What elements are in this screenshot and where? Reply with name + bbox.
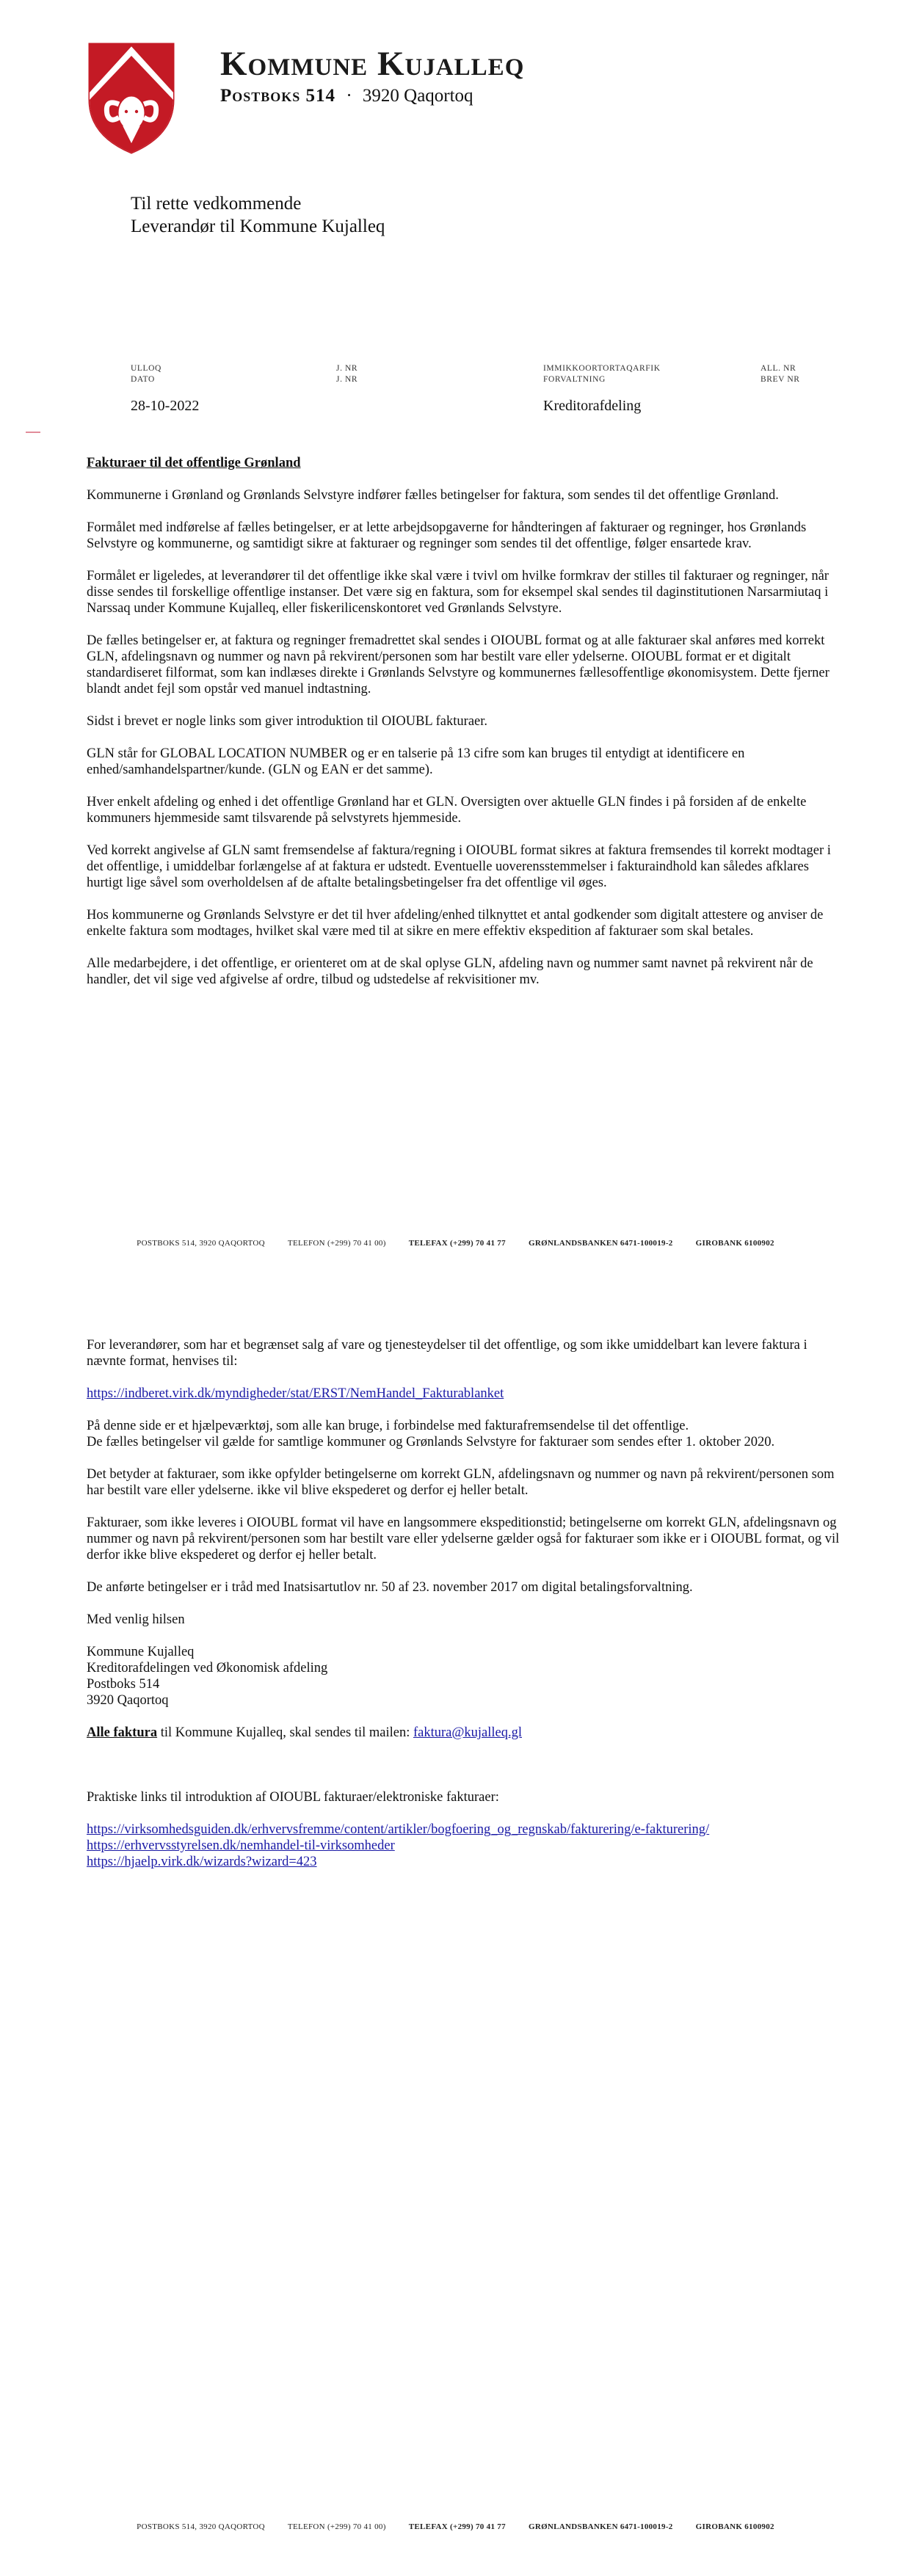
virksomhedsguiden-link[interactable]: https://virksomhedsguiden.dk/erhvervsfremme/content/artikler/bogfoering_og_regnskab/fakturering/e-fakturering/ — [87, 1822, 710, 1837]
department-value: Kreditorafdeling — [543, 398, 642, 414]
paragraph: Sidst i brevet er nogle links som giver introduktion til OIOUBL fakturaer. — [87, 714, 488, 729]
page-1-footer — [0, 1239, 911, 1248]
date-label-kl: ULLOQ — [131, 364, 161, 373]
letter-number-label-da: BREV NR — [761, 375, 800, 384]
footer-giro: GIROBANK 6100902 — [695, 1239, 774, 1248]
paragraph: Hver enkelt afdeling og enhed i det offentlige Grønland har et GLN. Oversigten over aktuelle GLN findes i på forsiden af de enkelte kommuners hjemmeside samt tilsvarende på selvstyrets hjemmeside. — [87, 795, 807, 826]
footer-bank: GRØNLANDSBANKEN 6471-100019-2 — [528, 2522, 673, 2531]
footer-address: POSTBOKS 514, 3920 QAQORTOQ — [137, 1239, 265, 1248]
journal-label-kl: J. NR — [336, 364, 358, 373]
paragraph: Kommunerne i Grønland og Grønlands Selvstyre indfører fælles betingelser for faktura, som sendes til det offentlige Grønland. — [87, 488, 779, 503]
links-heading: Praktiske links til introduktion af OIOUBL fakturaer/elektroniske fakturaer: — [87, 1790, 499, 1805]
date-label — [131, 363, 161, 385]
signature-line: 3920 Qaqortoq — [87, 1693, 169, 1708]
organization-name: Kommune Kujalleq — [220, 45, 525, 83]
recipient-block — [131, 192, 385, 238]
page-2-footer — [0, 2522, 911, 2531]
signature-line: Postboks 514 — [87, 1677, 160, 1692]
organization-address — [220, 86, 473, 106]
footer-address: POSTBOKS 514, 3920 QAQORTOQ — [137, 2522, 265, 2531]
send-instruction: til Kommune Kujalleq, skal sendes til mailen: — [157, 1725, 413, 1740]
invoice-email-link[interactable]: faktura@kujalleq.gl — [413, 1725, 522, 1740]
footer-bank: GRØNLANDSBANKEN 6471-100019-2 — [528, 1239, 673, 1248]
erhvervsstyrelsen-link[interactable]: https://erhvervsstyrelsen.dk/nemhandel-til-virksomheder — [87, 1838, 395, 1853]
paragraph: Alle medarbejdere, i det offentlige, er orienteret om at de skal oplyse GLN, afdeling navn og nummer samt navnet på rekvirent når de handler, det vil sige ved afgivelse af ordre, tilbud og udstedelse af rekvisitioner mv. — [87, 956, 813, 987]
gln-paragraph: Det betyder at fakturaer, som ikke opfylder betingelserne om korrekt GLN, afdelingsnavn og nummer og navn på rekvirent/personen som har bestilt vare eller ydelserne. ikke vil blive ekspederet og derfor ej heller betalt. — [87, 1467, 835, 1498]
recipient-line-2: Leverandør til Kommune Kujalleq — [131, 217, 385, 236]
city: 3920 Qaqortoq — [362, 86, 473, 106]
signature-block — [87, 1644, 843, 1709]
journal-number-label — [336, 363, 357, 385]
recipient-line-1: Til rette vedkommende — [131, 194, 302, 214]
footer-fax: TELEFAX (+299) 70 41 77 — [408, 1239, 506, 1248]
send-invoice-line — [87, 1725, 843, 1741]
footer-phone: TELEFON (+299) 70 41 00) — [287, 1239, 386, 1248]
po-box: Postboks 514 — [220, 86, 336, 106]
coat-of-arms-logo — [87, 41, 176, 156]
paragraph: Formålet med indførelse af fælles betingelser, er at lette arbejdsopgaverne for håndteringen af fakturaer og regninger, hos Grønlands Selvstyre og kommunerne, og samtidigt sikre at fakturaer og regninger som sendes til det offentlige, følger ensartede krav. — [87, 520, 807, 551]
paragraph: De fælles betingelser er, at faktura og regninger fremadrettet skal sendes i OIOUBL format og at alle fakturaer skal anføres med korrekt GLN, afdelingsnavn og nummer og navn på rekvirent/personen som har bestilt vare eller ydelserne. OIOUBL format er et digitalt standardiseret filformat, som kan indlæses direkte i Grønlands Selvstyre og kommunernes fællesoffentlige økonomisystem. Dette fjerner blandt andet fejl som opstår ved manuel indtastning. — [87, 633, 830, 696]
signature-line: Kommune Kujalleq — [87, 1645, 195, 1659]
paragraph: Formålet er ligeledes, at leverandører til det offentlige ikke skal være i tvivl om hvilke formkrav der stilles til fakturaer og regninger, når disse sendes til forskellige offentlige instanser. Det være sig en faktura, som for eksempel skal sendes til daginstitutionen Narsarmiutaq i Narssaq under Kommune Kujalleq, eller fiskerilicenskontoret ved Grønlands Selvstyre. — [87, 569, 829, 616]
signature-line: Kreditorafdelingen ved Økonomisk afdeling — [87, 1661, 328, 1676]
page-1-body — [87, 455, 843, 1004]
footer-phone: TELEFON (+299) 70 41 00) — [287, 2522, 386, 2531]
footer-giro: GIROBANK 6100902 — [695, 2522, 774, 2531]
department-label — [543, 363, 661, 385]
nemhandel-link[interactable]: https://indberet.virk.dk/myndigheder/stat/ERST/NemHandel_Fakturablanket — [87, 1386, 504, 1401]
page-2-body — [87, 1337, 843, 1870]
address-separator: · — [346, 86, 352, 106]
greeting: Med venlig hilsen — [87, 1612, 185, 1627]
oioubl-paragraph: Fakturaer, som ikke leveres i OIOUBL format vil have en langsommere ekspeditionstid; betingelserne om korrekt GLN, afdelingsnavn og nummer og navn på rekvirent/personen som har bestilt vare eller ydelserne gælder også for fakturaer som ikke er i OIOUBL format, og vil derfor ikke blive ekspederet og derfor ej heller betalt. — [87, 1516, 840, 1562]
paragraph: Ved korrekt angivelse af GLN samt fremsendelse af faktura/regning i OIOUBL format sikres at faktura fremsendes til korrekt modtager i det offentlige, i umiddelbar forlængelse af at faktura er udstedt. Eventuelle uoverensstemmelser i fakturaindhold kan således afklares hurtigt lige såvel som overholdelsen af de aftalte betalingsbetingelser fra det offentlige vil øges. — [87, 843, 831, 890]
links-list — [87, 1822, 843, 1870]
date-label-da: DATO — [131, 375, 155, 384]
letter-date: 28-10-2022 — [131, 398, 200, 414]
tool-paragraph: På denne side er et hjælpeværktøj, som alle kan bruge, i forbindelse med fakturafremsendelse til det offentlige. De fælles betingelser vil gælde for samtlige kommuner og Grønlands Selvstyre for fakturaer som sendes efter 1. oktober 2020. — [87, 1419, 775, 1449]
attachment-number-label: ALL. NR — [761, 364, 796, 373]
letter-heading: Fakturaer til det offentlige Grønland — [87, 456, 301, 470]
paragraph: Hos kommunerne og Grønlands Selvstyre er det til hver afdeling/enhed tilknyttet et antal godkender som digitalt attestere og anviser de enkelte faktura som modtages, hvilket skal være med til at sikre en mere effektiv ekspedition af fakturaer som skal betales. — [87, 908, 824, 939]
footer-fax: TELEFAX (+299) 70 41 77 — [408, 2522, 506, 2531]
all-invoices-label: Alle faktura — [87, 1725, 158, 1740]
law-paragraph: De anførte betingelser er i tråd med Inatsisartutlov nr. 50 af 23. november 2017 om digital betalingsforvaltning. — [87, 1580, 693, 1595]
supplier-intro: For leverandører, som har et begrænset salg af vare og tjenesteydelser til det offentlige, og som ikke umiddelbart kan levere faktura i nævnte format, henvises til: — [87, 1338, 807, 1369]
department-label-kl: IMMIKKOORTORTAQARFIK — [543, 364, 661, 373]
journal-label-da: J. NR — [336, 375, 358, 384]
paragraph: GLN står for GLOBAL LOCATION NUMBER og er en talserie på 13 cifre som kan bruges til entydigt at identificere en enhed/samhandelspartner/kunde. (GLN og EAN er det samme). — [87, 746, 745, 777]
fold-mark — [26, 432, 40, 433]
letter-number-label — [761, 363, 800, 385]
virk-help-link[interactable]: https://hjaelp.virk.dk/wizards?wizard=423 — [87, 1855, 317, 1869]
department-label-da: FORVALTNING — [543, 375, 606, 384]
